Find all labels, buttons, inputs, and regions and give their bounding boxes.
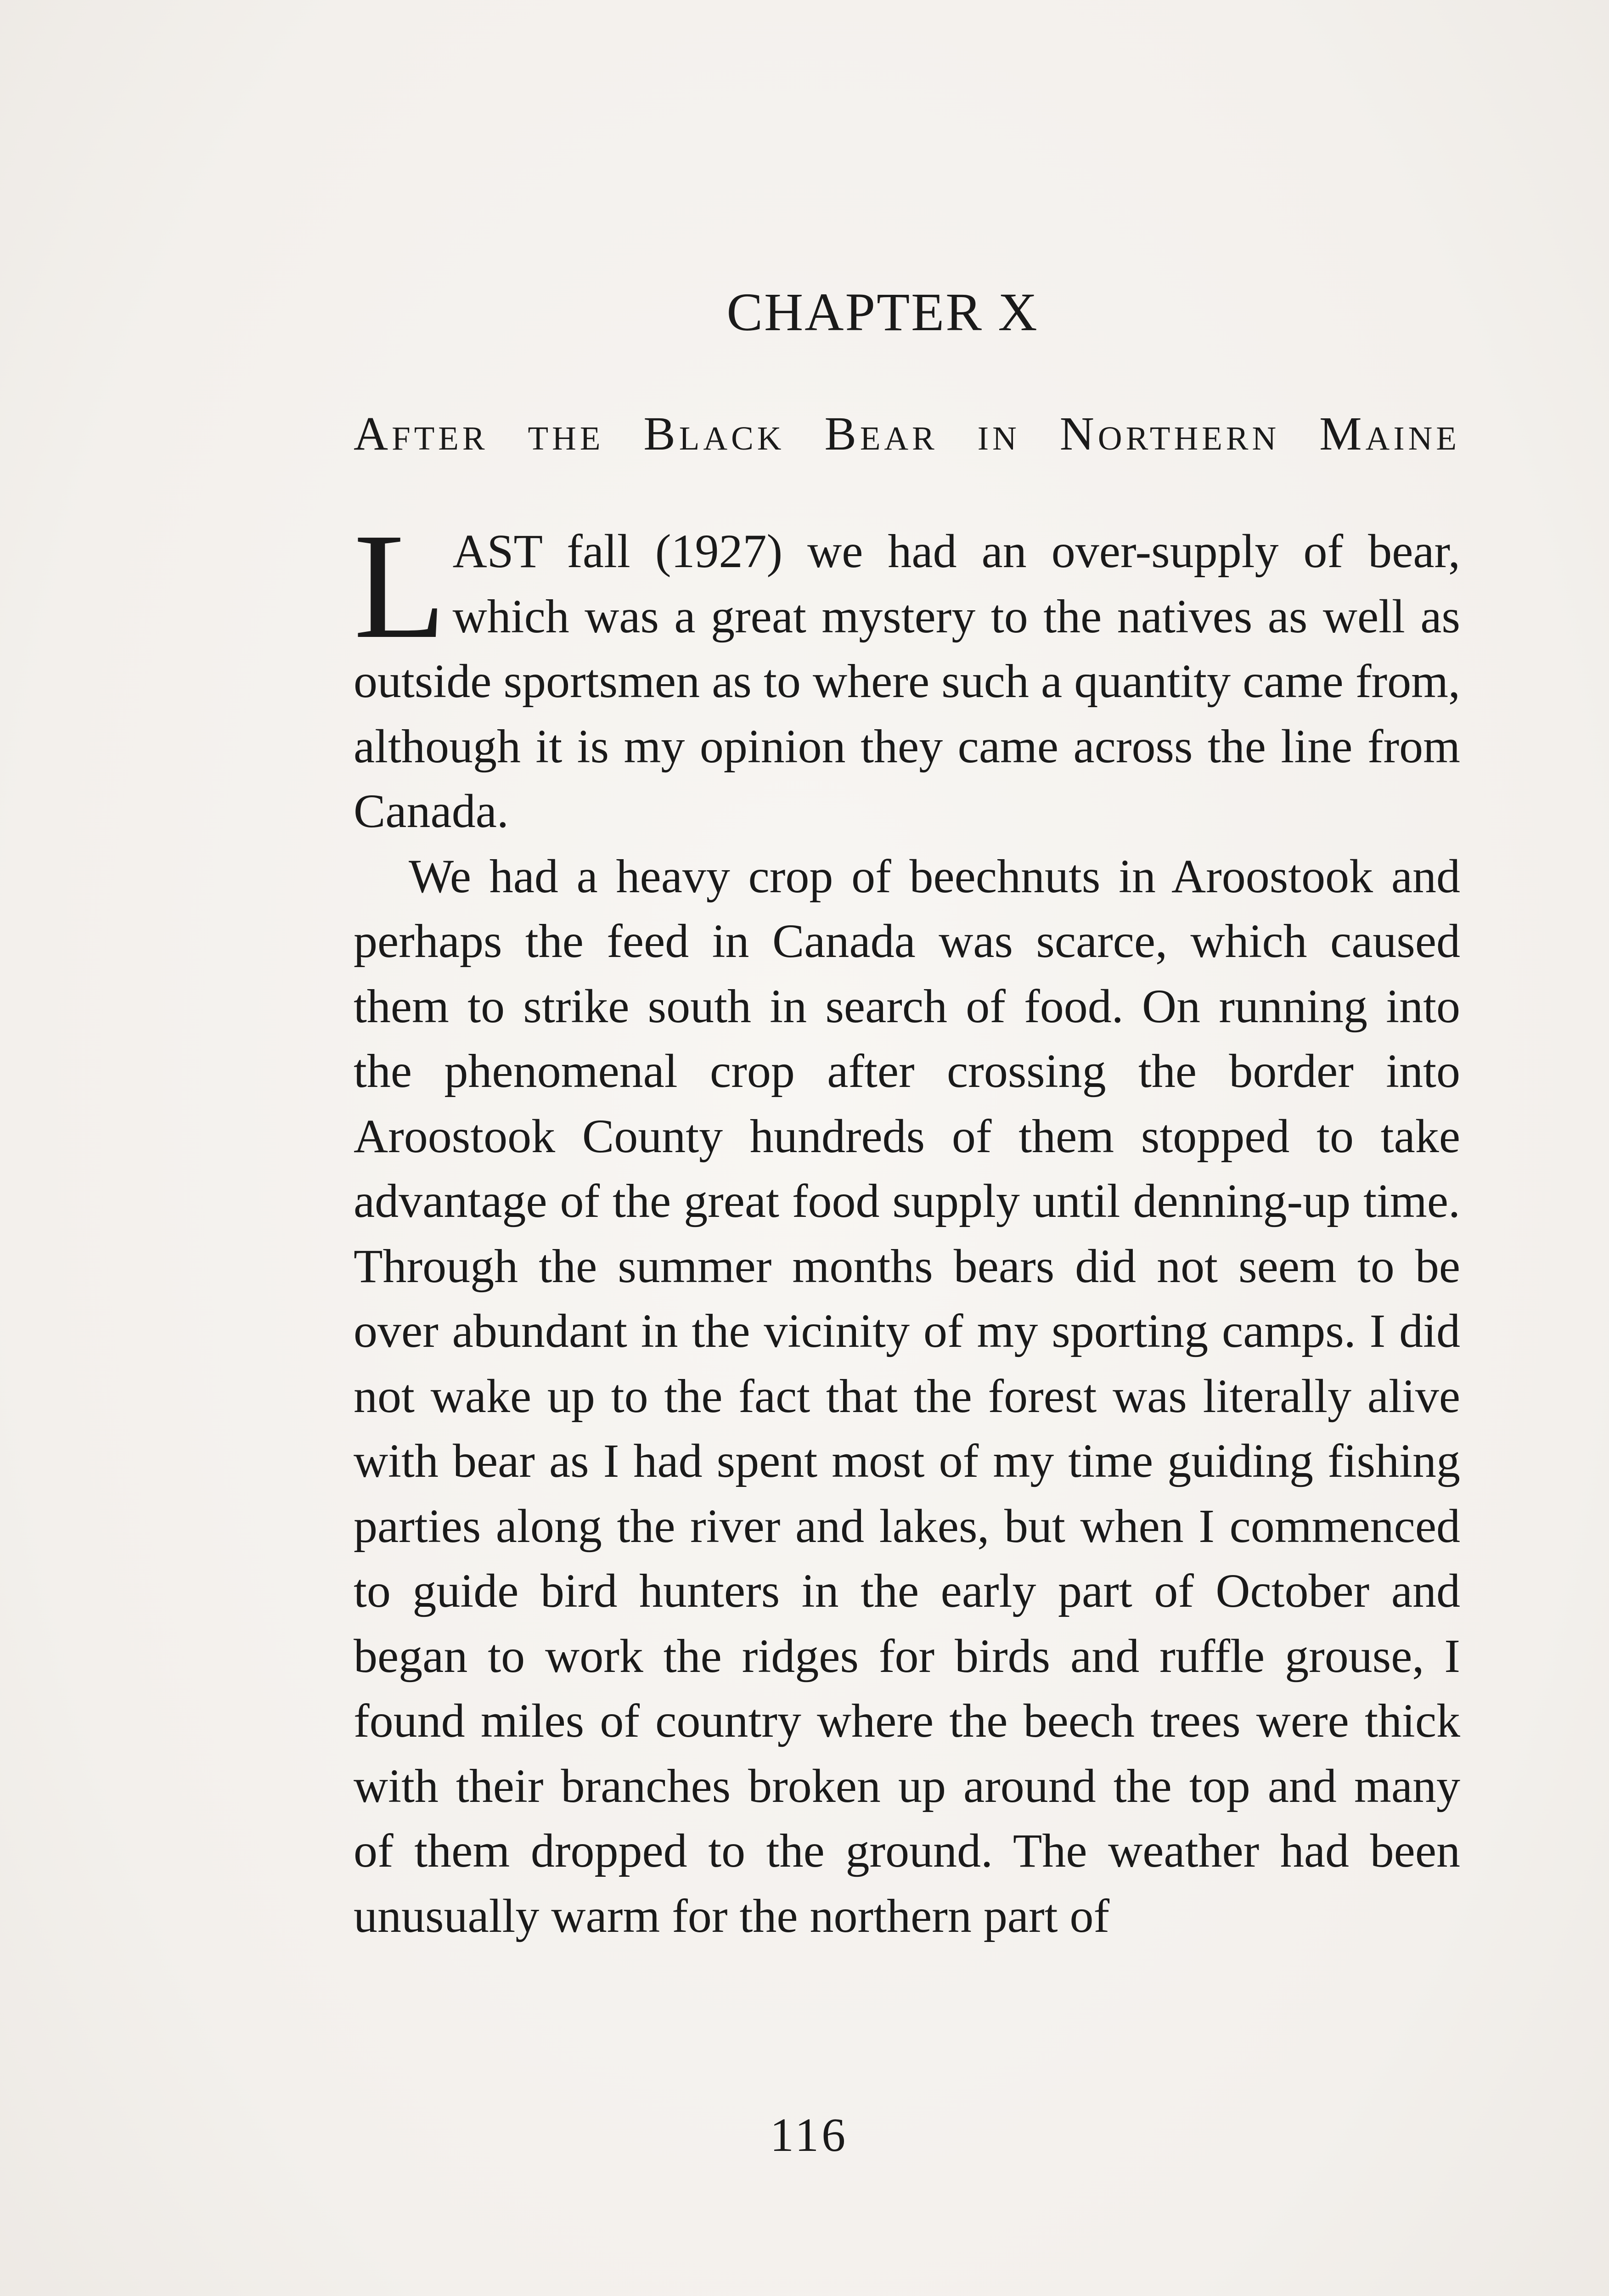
chapter-title-text: CHAPTER X: [726, 282, 1039, 342]
drop-cap: L: [354, 502, 446, 670]
chapter-title: [0, 280, 1609, 344]
body-text: [354, 502, 1460, 1948]
paragraph-text: AST fall (1927) we had an over-supply of bear, which was a great mystery to the natives as well as outside sportsmen as to where such a quantity came from, although it is my opinion they came across the line from Canada.: [354, 525, 1460, 838]
paragraph: [354, 502, 1460, 844]
paragraph: We had a heavy crop of beechnuts in Aroostook and perhaps the feed in Canada was scarce, which caused them to strike south in search of food. On running into the phenomenal crop after crossing the border into Aroostook County hundreds of them stopped to take advantage of the great food supply until denning-up time. Through the summer months bears did not seem to be over abundant in the vicinity of my sporting camps. I did not wake up to the fact that the forest was literally alive with bear as I had spent most of my time guiding fishing parties along the river and lakes, but when I commenced to guide bird hunters in the early part of October and began to work the ridges for birds and ruffle grouse, I found miles of country where the beech trees were thick with their branches broken up around the top and many of them dropped to the ground. The weather had been unusually warm for the northern part of: [354, 850, 1460, 1942]
chapter-subtitle: After the Black Bear in Northern Maine: [354, 407, 1460, 460]
page-number: [0, 2108, 1609, 2162]
page-number-text: 116: [770, 2109, 849, 2161]
